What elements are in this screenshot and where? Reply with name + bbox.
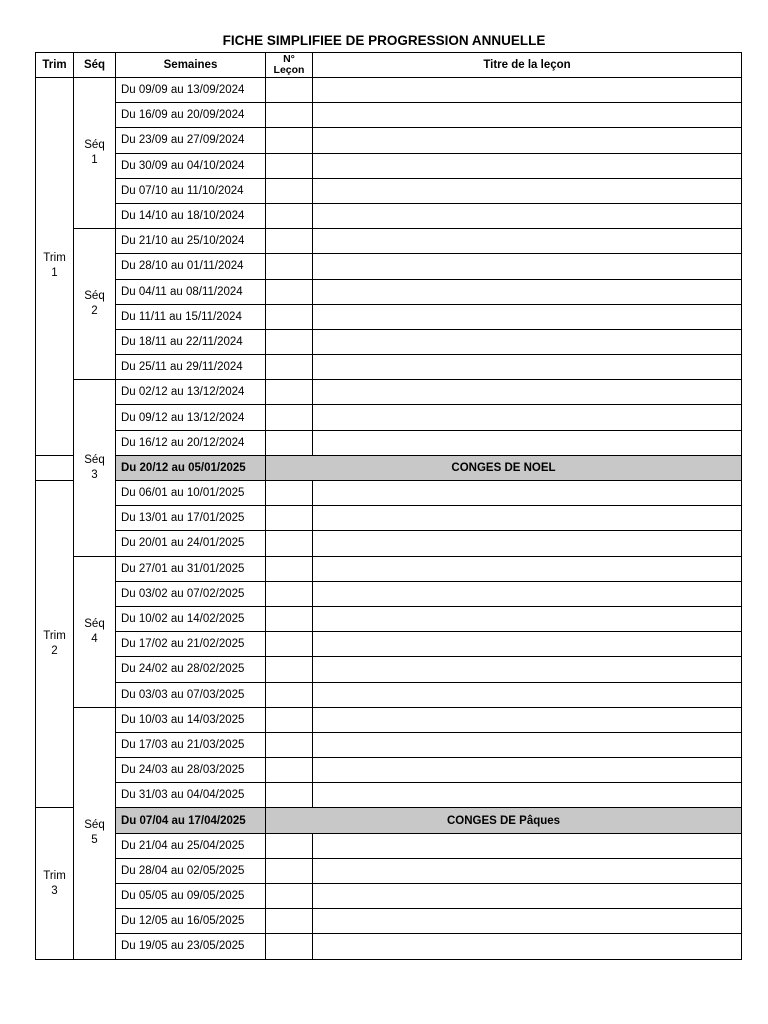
holiday-row-noel [36, 455, 742, 480]
lesson-title-cell[interactable] [313, 682, 742, 707]
lesson-title-cell[interactable] [313, 203, 742, 228]
seq-3-line2: 3 [91, 468, 98, 481]
table-row [36, 833, 742, 858]
lesson-number-cell[interactable] [266, 405, 313, 430]
table-row [36, 657, 742, 682]
lesson-title-cell[interactable] [313, 858, 742, 883]
lesson-title-cell[interactable] [313, 405, 742, 430]
lesson-title-cell[interactable] [313, 556, 742, 581]
table-row [36, 481, 742, 506]
lesson-title-cell[interactable] [313, 707, 742, 732]
week-cell: Du 05/05 au 09/05/2025 [116, 884, 266, 909]
table-row [36, 329, 742, 354]
week-cell: Du 17/02 au 21/02/2025 [116, 632, 266, 657]
lesson-title-cell[interactable] [313, 178, 742, 203]
lesson-title-cell[interactable] [313, 506, 742, 531]
lesson-title-cell[interactable] [313, 128, 742, 153]
holiday-row-paques [36, 808, 742, 833]
seq-cell-1 [74, 78, 116, 229]
lesson-title-cell[interactable] [313, 153, 742, 178]
seq-1-line1: Séq [84, 139, 105, 152]
week-cell: Du 03/03 au 07/03/2025 [116, 682, 266, 707]
lesson-number-cell[interactable] [266, 732, 313, 757]
lesson-number-cell[interactable] [266, 430, 313, 455]
trim-1-line2: 1 [51, 267, 58, 280]
lesson-number-cell[interactable] [266, 128, 313, 153]
table-row [36, 279, 742, 304]
week-cell: Du 30/09 au 04/10/2024 [116, 153, 266, 178]
trim-3-line1: Trim [43, 869, 66, 882]
trim-2-line2: 2 [51, 645, 58, 658]
week-cell: Du 10/03 au 14/03/2025 [116, 707, 266, 732]
week-cell: Du 09/12 au 13/12/2024 [116, 405, 266, 430]
lesson-number-cell[interactable] [266, 606, 313, 631]
seq-cell-5 [74, 707, 116, 959]
seq-2-line1: Séq [84, 290, 105, 303]
lesson-number-cell[interactable] [266, 707, 313, 732]
lesson-title-cell[interactable] [313, 103, 742, 128]
header-row [36, 53, 742, 78]
lesson-title-cell[interactable] [313, 909, 742, 934]
table-row [36, 783, 742, 808]
week-cell: Du 25/11 au 29/11/2024 [116, 355, 266, 380]
week-cell: Du 09/09 au 13/09/2024 [116, 78, 266, 103]
week-cell: Du 19/05 au 23/05/2025 [116, 934, 266, 959]
trim-cell-1 [36, 78, 74, 456]
table-row [36, 707, 742, 732]
table-row [36, 153, 742, 178]
seq-4-line1: Séq [84, 617, 105, 630]
lesson-number-cell[interactable] [266, 556, 313, 581]
lesson-number-cell[interactable] [266, 783, 313, 808]
week-cell: Du 02/12 au 13/12/2024 [116, 380, 266, 405]
week-cell: Du 23/09 au 27/09/2024 [116, 128, 266, 153]
lesson-number-cell[interactable] [266, 682, 313, 707]
lesson-title-cell[interactable] [313, 380, 742, 405]
table-row [36, 430, 742, 455]
week-cell: Du 16/12 au 20/12/2024 [116, 430, 266, 455]
header-numero-line1: N° [283, 53, 295, 65]
lesson-title-cell[interactable] [313, 355, 742, 380]
table-row [36, 405, 742, 430]
trim-2-line1: Trim [43, 630, 66, 643]
table-row [36, 531, 742, 556]
lesson-number-cell[interactable] [266, 78, 313, 103]
lesson-title-cell[interactable] [313, 657, 742, 682]
lesson-title-cell[interactable] [313, 758, 742, 783]
lesson-number-cell[interactable] [266, 934, 313, 959]
lesson-number-cell[interactable] [266, 178, 313, 203]
lesson-title-cell[interactable] [313, 884, 742, 909]
holiday-label-paques: CONGES DE Pâques [266, 808, 742, 833]
table-row [36, 103, 742, 128]
week-cell: Du 07/04 au 17/04/2025 [116, 808, 266, 833]
week-cell: Du 03/02 au 07/02/2025 [116, 581, 266, 606]
lesson-title-cell[interactable] [313, 632, 742, 657]
week-cell: Du 27/01 au 31/01/2025 [116, 556, 266, 581]
trim-3-line2: 3 [51, 884, 58, 897]
week-cell: Du 28/04 au 02/05/2025 [116, 858, 266, 883]
week-cell: Du 20/12 au 05/01/2025 [116, 455, 266, 480]
trim-cell-3 [36, 808, 74, 959]
lesson-number-cell[interactable] [266, 833, 313, 858]
table-row [36, 632, 742, 657]
lesson-number-cell[interactable] [266, 581, 313, 606]
table-row [36, 758, 742, 783]
lesson-title-cell[interactable] [313, 481, 742, 506]
lesson-number-cell[interactable] [266, 355, 313, 380]
lesson-number-cell[interactable] [266, 632, 313, 657]
week-cell: Du 28/10 au 01/11/2024 [116, 254, 266, 279]
trim-cell-2 [36, 481, 74, 808]
lesson-number-cell[interactable] [266, 279, 313, 304]
lesson-number-cell[interactable] [266, 380, 313, 405]
lesson-title-cell[interactable] [313, 229, 742, 254]
lesson-number-cell[interactable] [266, 531, 313, 556]
lesson-number-cell[interactable] [266, 481, 313, 506]
week-cell: Du 16/09 au 20/09/2024 [116, 103, 266, 128]
seq-4-line2: 4 [91, 632, 98, 645]
week-cell: Du 21/04 au 25/04/2025 [116, 833, 266, 858]
table-row [36, 732, 742, 757]
lesson-title-cell[interactable] [313, 430, 742, 455]
lesson-number-cell[interactable] [266, 506, 313, 531]
table-row [36, 556, 742, 581]
lesson-title-cell[interactable] [313, 934, 742, 959]
lesson-number-cell[interactable] [266, 884, 313, 909]
week-cell: Du 07/10 au 11/10/2024 [116, 178, 266, 203]
lesson-title-cell[interactable] [313, 581, 742, 606]
week-cell: Du 12/05 au 16/05/2025 [116, 909, 266, 934]
week-cell: Du 31/03 au 04/04/2025 [116, 783, 266, 808]
lesson-number-cell[interactable] [266, 329, 313, 354]
week-cell: Du 20/01 au 24/01/2025 [116, 531, 266, 556]
lesson-number-cell[interactable] [266, 304, 313, 329]
holiday-label-noel: CONGES DE NOEL [266, 455, 742, 480]
table-row [36, 909, 742, 934]
header-trim: Trim [36, 53, 74, 78]
lesson-title-cell[interactable] [313, 833, 742, 858]
lesson-title-cell[interactable] [313, 78, 742, 103]
seq-5-line2: 5 [91, 834, 98, 847]
lesson-number-cell[interactable] [266, 254, 313, 279]
lesson-title-cell[interactable] [313, 329, 742, 354]
table-row [36, 884, 742, 909]
table-row [36, 203, 742, 228]
lesson-number-cell[interactable] [266, 103, 313, 128]
week-cell: Du 18/11 au 22/11/2024 [116, 329, 266, 354]
week-cell: Du 14/10 au 18/10/2024 [116, 203, 266, 228]
table-row [36, 254, 742, 279]
lesson-title-cell[interactable] [313, 304, 742, 329]
header-semaines: Semaines [116, 53, 266, 78]
lesson-number-cell[interactable] [266, 203, 313, 228]
week-cell: Du 24/02 au 28/02/2025 [116, 657, 266, 682]
lesson-title-cell[interactable] [313, 531, 742, 556]
week-cell: Du 24/03 au 28/03/2025 [116, 758, 266, 783]
seq-3-line1: Séq [84, 453, 105, 466]
trim-gap-cell [36, 455, 74, 480]
week-cell: Du 11/11 au 15/11/2024 [116, 304, 266, 329]
table-row [36, 128, 742, 153]
seq-1-line2: 1 [91, 154, 98, 167]
table-row [36, 229, 742, 254]
header-numero-lecon [266, 53, 313, 78]
lesson-number-cell[interactable] [266, 229, 313, 254]
seq-cell-3 [74, 380, 116, 556]
seq-2-line2: 2 [91, 305, 98, 318]
table-row [36, 178, 742, 203]
seq-cell-4 [74, 556, 116, 707]
lesson-title-cell[interactable] [313, 732, 742, 757]
lesson-title-cell[interactable] [313, 279, 742, 304]
table-row [36, 606, 742, 631]
seq-5-line1: Séq [84, 819, 105, 832]
week-cell: Du 21/10 au 25/10/2024 [116, 229, 266, 254]
table-row [36, 934, 742, 959]
header-seq: Séq [74, 53, 116, 78]
lesson-number-cell[interactable] [266, 909, 313, 934]
seq-cell-2 [74, 229, 116, 380]
progression-table [35, 52, 742, 960]
table-row [36, 380, 742, 405]
header-titre: Titre de la leçon [313, 53, 742, 78]
table-row [36, 78, 742, 103]
table-row [36, 858, 742, 883]
week-cell: Du 10/02 au 14/02/2025 [116, 606, 266, 631]
week-cell: Du 13/01 au 17/01/2025 [116, 506, 266, 531]
lesson-number-cell[interactable] [266, 657, 313, 682]
lesson-number-cell[interactable] [266, 153, 313, 178]
table-row [36, 304, 742, 329]
table-row [36, 581, 742, 606]
lesson-title-cell[interactable] [313, 606, 742, 631]
lesson-number-cell[interactable] [266, 758, 313, 783]
week-cell: Du 04/11 au 08/11/2024 [116, 279, 266, 304]
header-numero-line2: Leçon [273, 64, 305, 76]
week-cell: Du 17/03 au 21/03/2025 [116, 732, 266, 757]
lesson-title-cell[interactable] [313, 783, 742, 808]
page-title: FICHE SIMPLIFIEE DE PROGRESSION ANNUELLE [222, 33, 546, 48]
table-row [36, 682, 742, 707]
lesson-number-cell[interactable] [266, 858, 313, 883]
table-row [36, 506, 742, 531]
table-row [36, 355, 742, 380]
week-cell: Du 06/01 au 10/01/2025 [116, 481, 266, 506]
lesson-title-cell[interactable] [313, 254, 742, 279]
trim-1-line1: Trim [43, 252, 66, 265]
